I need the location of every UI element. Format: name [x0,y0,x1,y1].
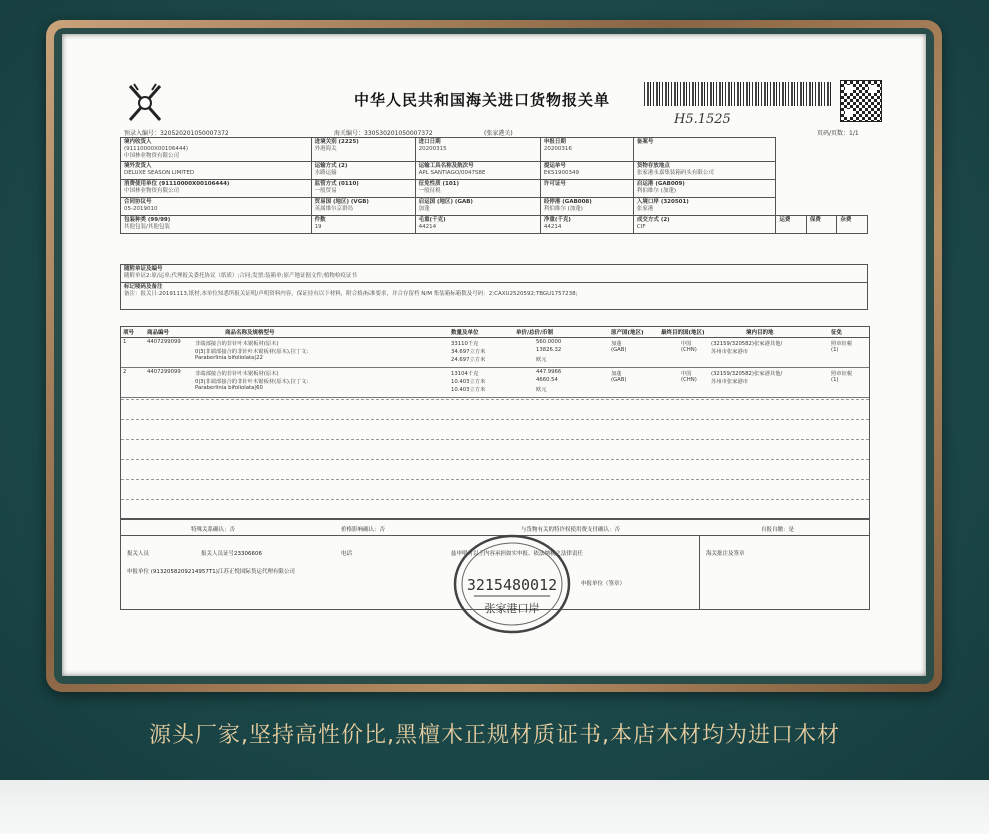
header-cell [311,198,415,216]
destination-country: (CHN) [681,347,697,353]
field-label: 境外发货人 [124,163,152,169]
item-no: 1 [123,339,127,345]
goods-price: 13826.32 [536,347,562,353]
header-cell [415,216,540,234]
price-influence: 价格影响确认：否 [341,527,386,533]
goods-column-header: 商品名称及规格型号 [225,330,275,336]
barcode [644,82,832,106]
domestic-destination: 苏州市张家港市 [711,379,749,385]
destination-country: (CHN) [681,377,697,383]
field-value: 一般贸易 [314,188,337,194]
field-label: 货物存放地点 [636,163,670,169]
field-label: 入境口岸 (320501) [636,199,689,205]
goods-price: 4660.54 [536,377,558,383]
goods-header [121,327,869,338]
field-label: 许可证号 [543,181,566,187]
promo-caption: 源头厂家,坚持高性价比,黑檀木正规材质证书,本店木材均为进口木材 [149,723,840,748]
header-cell [121,216,312,234]
field-label: 杂费 [840,217,852,223]
header-cell [540,138,633,162]
goods-row [121,339,869,367]
empty-row-divider [121,479,869,480]
field-label: 经停港 (GAB008) [543,199,592,205]
field-value: 44214 [543,224,562,230]
customs-no-label: 海关编号： [334,130,365,137]
row-divider [121,367,869,368]
pre-entry-label: 预录入编号： [124,130,161,137]
field-value: 20200315 [418,146,447,152]
empty-row-divider [121,459,869,460]
field-label: 贸易国 (地区) (VGB) [314,199,369,205]
header-row [121,198,868,216]
field-value: 一般征税 [418,188,441,194]
stamp-code: 3215480012 [466,576,558,594]
empty-row-divider [121,499,869,500]
header-cell [633,198,775,216]
goods-column-header: 商品编号 [147,330,170,336]
marks-cell [121,283,868,310]
docs-table [120,264,868,310]
hs-code: 4407299099 [147,369,181,375]
docs-cell [121,265,868,283]
header-cell [415,138,540,162]
header-row [121,216,868,234]
field-label: 运输工具名称及航次号 [418,163,474,169]
field-label: 运输方式 (2) [314,163,348,169]
header-cell [311,162,415,180]
goods-column-header: 单价/总价/币制 [516,330,554,336]
field-label: 净重(千克) [543,217,571,223]
customs-seal-stamp-icon [452,532,572,636]
header-row [121,138,868,162]
levy-mode: (1) [831,377,839,383]
goods-name: 非端部接合的非针叶木锯板材(原木) [195,341,279,347]
goods-name: 0|3|非端部接合的非针叶木锯板材(原木),拉丁文: [195,349,309,355]
field-label: 征免性质 (101) [418,181,460,187]
field-value: EKS1900349 [543,170,579,176]
field-label: 启运港 (GAB009) [636,181,685,187]
declaration-document [62,34,926,676]
field-value: CIF [636,224,646,230]
origin-country: 加蓬 [611,371,622,377]
item-no: 2 [123,369,127,375]
customs-emblem-icon [126,82,164,124]
customs-no-value: 330530201050007372 [364,130,433,137]
field-label: 进境关别 (2225) [314,139,359,145]
header-fields-table [120,137,868,234]
field-label: 消费使用单位 (91110000X00106444) [124,181,230,187]
bottom-strip [0,780,989,834]
statement: 兹申明对以上内容承担如实申报、依法纳税之法律责任 [451,551,584,557]
field-label: 合同协议号 [124,199,152,205]
declaring-unit: 申报单位 (9132058209214957T1)江苏正悦国际货运代理有限公司 [127,569,295,575]
declarant-cert: 报关人员证号23306606 [201,551,262,557]
field-value: 利伯维尔 (加蓬) [543,206,583,212]
customs-remark: 海关批注及签章 [706,551,745,557]
header-row [121,162,868,180]
declarant-label: 报关人员 [127,551,150,557]
goods-price: 欧元 [536,387,547,393]
goods-quantity: 34.697立方米 [451,349,486,355]
header-cell [540,216,633,234]
goods-quantity: 24.697立方米 [451,357,486,363]
marks-label: 标记唛码及备注 [124,284,163,290]
header-cell [121,162,312,180]
field-value: 利伯维尔 (加蓬) [636,188,676,194]
field-value: 05-2019010 [124,206,158,212]
header-cell [121,138,312,162]
port-tag: (张家港关) [484,130,513,137]
handwritten-note: H5.1525 [674,112,731,127]
empty-row-divider [121,399,869,400]
field-label: 提运单号 [543,163,566,169]
header-cell [633,216,775,234]
page-indicator: 页码/页数：1/1 [817,130,859,137]
header-cell [540,198,633,216]
header-cell [806,216,837,234]
field-label: 毛重(千克) [418,217,446,223]
goods-name: 非端部接合的非针叶木锯板材(原木) [195,371,279,377]
goods-name: Paraberlinia bifoliolata|22 [195,355,263,361]
levy-mode: (1) [831,347,839,353]
pre-entry-number [124,128,229,137]
goods-column-header: 数量及单位 [451,330,479,336]
field-value: (91110000X00106444) 中国林业物资有限公司 [124,146,189,159]
field-value: 张家港永嘉集装箱码头有限公司 [636,170,714,176]
goods-name: 0|3|非端部接合的非针叶木锯板材(原木),拉丁文: [195,379,309,385]
row-divider [121,397,869,398]
goods-price: 560.0000 [536,339,562,345]
goods-column-header: 原产国(地区) [611,330,644,336]
goods-price: 欧元 [536,357,547,363]
goods-column-header: 项号 [123,330,135,336]
declaring-unit-stamp: 申报单位（签章） [581,581,626,587]
field-value: APL SANTIAGO/0047S8E [418,170,486,176]
goods-column-header: 最终目的国(地区) [661,330,705,336]
goods-quantity: 10.403立方米 [451,379,486,385]
field-label: 启运国 (地区) (GAB) [418,199,473,205]
header-cell [633,180,775,198]
field-label: 保费 [809,217,821,223]
customs-number [334,128,433,137]
header-cell [633,162,775,180]
domestic-destination: 苏州市张家港市 [711,349,749,355]
destination-country: 中国 [681,341,692,347]
header-cell [415,180,540,198]
goods-name: Paraberlinia bifoliolata|60 [195,385,263,391]
customs-declaration-photo [62,34,926,676]
empty-row-divider [121,439,869,440]
header-cell [311,138,415,162]
goods-column-header: 境内目的地 [746,330,774,336]
header-row [121,180,868,198]
docs-value: 随附单证2:原/运单;代理报关委托协议（纸质）;合同;发票;装箱单;原产地证据文件;植物检疫证书 [124,273,357,279]
field-value: 44214 [418,224,437,230]
goods-table [120,326,870,520]
field-value: 19 [314,224,322,230]
field-label: 成交方式 (2) [636,217,670,223]
stamp-place: 张家港口岸 [484,602,540,615]
field-label: 包装种类 (99/99) [124,217,171,223]
docs-label: 随附单证及编号 [124,266,163,272]
field-label: 监管方式 (0110) [314,181,359,187]
header-cell [121,180,312,198]
header-cell [415,198,540,216]
header-cell [415,162,540,180]
field-value: 水路运输 [314,170,337,176]
field-label: 进口日期 [418,139,441,145]
field-label: 境内收货人 [124,139,152,145]
pre-entry-value: 320520201050007372 [160,130,229,137]
domestic-destination: (32159/320582)张家港其他/ [711,371,783,377]
self-report: 自报自缴：是 [761,527,795,533]
field-value: 张家港 [636,206,654,212]
field-label: 申报日期 [543,139,566,145]
field-value: 20200316 [543,146,572,152]
goods-column-header: 征免 [831,330,843,336]
field-label: 件数 [314,217,326,223]
field-value: DELUXE SEASON LIMITED [124,170,195,176]
goods-quantity: 33110千克 [451,341,479,347]
levy-mode: 照章征税 [831,371,853,377]
goods-price: 447.9966 [536,369,562,375]
qr-code-icon [840,80,882,122]
header-cell [837,216,868,234]
field-value: 外港海关 [314,146,337,152]
field-label: 运费 [779,217,791,223]
field-value: 英属维尔京群岛 [314,206,354,212]
field-value: 加蓬 [418,206,430,212]
destination-country: 中国 [681,371,692,377]
marks-value: 备注：报关日:20191113,纸材,本单位知悉所报关证明/声明资料内容，保证持有以下材料，附合格/标准要求，并合存留档 N/M 集装箱标箱数及号码：2;CAXU2520592;TBGU1757238; [124,291,578,297]
field-value: 中国林业物资有限公司 [124,188,180,194]
origin-country: (GAB) [611,377,627,383]
field-label: 备案号 [636,139,654,145]
header-cell [121,198,312,216]
header-cell [776,216,807,234]
header-cell [540,162,633,180]
goods-row [121,369,869,397]
levy-mode: 照章征税 [831,341,853,347]
field-value: 其他包装/其他包装 [124,224,170,230]
special-relation: 特殊关系确认：否 [191,527,236,533]
header-cell [311,216,415,234]
hs-code: 4407299099 [147,339,181,345]
origin-country: 加蓬 [611,341,622,347]
header-cell [633,138,775,162]
phone-label: 电话 [341,551,353,557]
header-cell [540,180,633,198]
domestic-destination: (32159/320582)张家港其他/ [711,341,783,347]
empty-row-divider [121,419,869,420]
document-title: 中华人民共和国海关进口货物报关单 [354,91,611,109]
origin-country: (GAB) [611,347,627,353]
goods-quantity: 10.403立方米 [451,387,486,393]
goods-quantity: 13104千克 [451,371,479,377]
royalty-confirm: 与货物有关的特许权使用费支付确认：否 [521,527,621,533]
header-cell [311,180,415,198]
